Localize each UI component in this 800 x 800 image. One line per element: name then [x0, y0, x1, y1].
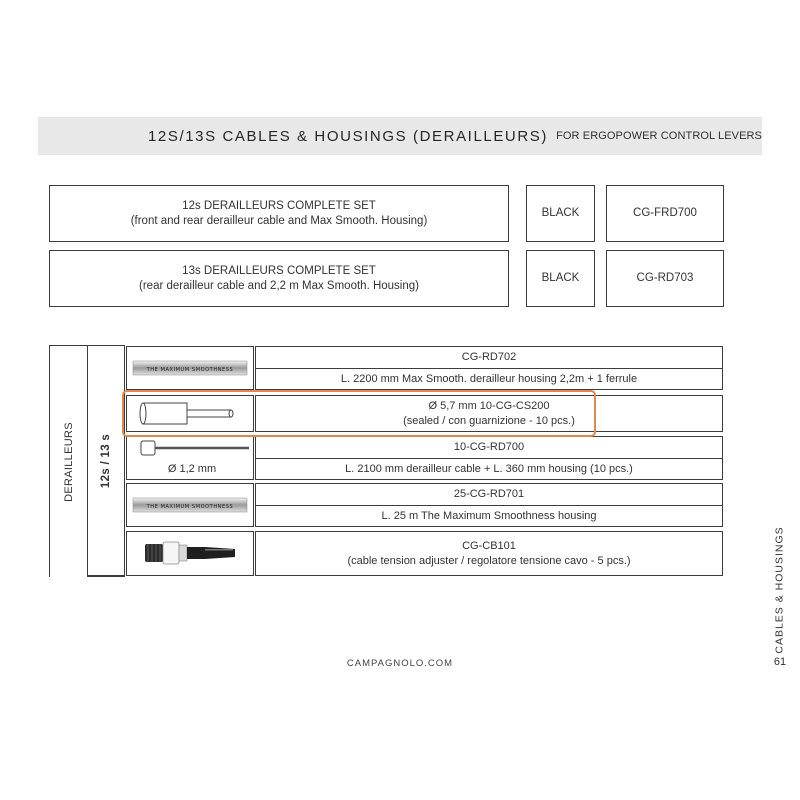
category-label: DERAILLEURS [62, 421, 75, 502]
cable-diameter: Ø 1,2 mm [167, 463, 217, 475]
header-banner [38, 117, 762, 155]
set-detail: (front and rear derailleur cable and Max Smooth. Housing) [130, 214, 428, 227]
row-description [255, 531, 723, 576]
set-code-12s [606, 185, 724, 242]
product-image-housing [126, 346, 254, 390]
set-description-13s [49, 250, 509, 307]
section-side-label [768, 526, 792, 654]
svg-text:THE MAXIMUM SMOOTHNESS: THE MAXIMUM SMOOTHNESS [146, 367, 234, 373]
row-code: CG-RD702 [461, 351, 517, 363]
set-detail: (rear derailleur cable and 2,2 m Max Smooth. Housing) [139, 279, 419, 292]
set-color-13s [526, 250, 595, 307]
set-title: 13s DERAILLEURS COMPLETE SET [182, 264, 376, 277]
row-code: 25-CG-RD701 [453, 488, 525, 500]
product-image-cable [126, 435, 254, 480]
housing-image [127, 347, 253, 389]
adjuster-image [127, 532, 253, 575]
highlight-outline [122, 390, 596, 437]
row-detail: (cable tension adjuster / regolatore tensione cavo - 5 pcs.) [347, 554, 631, 567]
row-code: Ø 5,7 mm 10-CG-CS200 [428, 399, 550, 412]
row-detail: L. 2200 mm Max Smooth. derailleur housing 2,2m + 1 ferrule [340, 373, 638, 385]
row-description [255, 436, 723, 480]
page-title: 12S/13S CABLES & HOUSINGS (DERAILLEURS) [147, 127, 549, 145]
housing-image [127, 484, 253, 526]
section-label: CABLES & HOUSINGS [774, 526, 786, 654]
row-description [255, 346, 723, 390]
page-number: 61 [773, 656, 787, 668]
product-image-housing-roll [126, 483, 254, 527]
footer-website: CAMPAGNOLO.COM [346, 658, 454, 669]
color-value: BLACK [541, 272, 580, 284]
row-detail: L. 2100 mm derailleur cable + L. 360 mm housing (10 pcs.) [345, 463, 633, 475]
row-description [255, 483, 723, 527]
product-code: CG-FRD700 [633, 207, 697, 219]
page-subtitle: FOR ERGOPOWER CONTROL LEVERS [556, 130, 762, 142]
speed-label: 12s / 13 s [100, 433, 112, 488]
cable-image [127, 436, 253, 462]
svg-text:THE MAXIMUM SMOOTHNESS: THE MAXIMUM SMOOTHNESS [146, 504, 234, 510]
set-description-12s [49, 185, 509, 242]
row-detail: L. 25 m The Maximum Smoothness housing [381, 510, 597, 522]
speed-column [87, 345, 125, 577]
row-code: 10-CG-RD700 [453, 441, 525, 453]
color-value: BLACK [541, 207, 580, 219]
row-code: CG-CB101 [462, 539, 516, 552]
set-code-13s [606, 250, 724, 307]
product-code: CG-RD703 [636, 272, 694, 284]
row-detail: (sealed / con guarnizione - 10 pcs.) [403, 414, 575, 427]
category-column [49, 345, 87, 577]
set-color-12s [526, 185, 595, 242]
product-image-adjuster [126, 531, 254, 576]
set-title: 12s DERAILLEURS COMPLETE SET [182, 199, 376, 212]
